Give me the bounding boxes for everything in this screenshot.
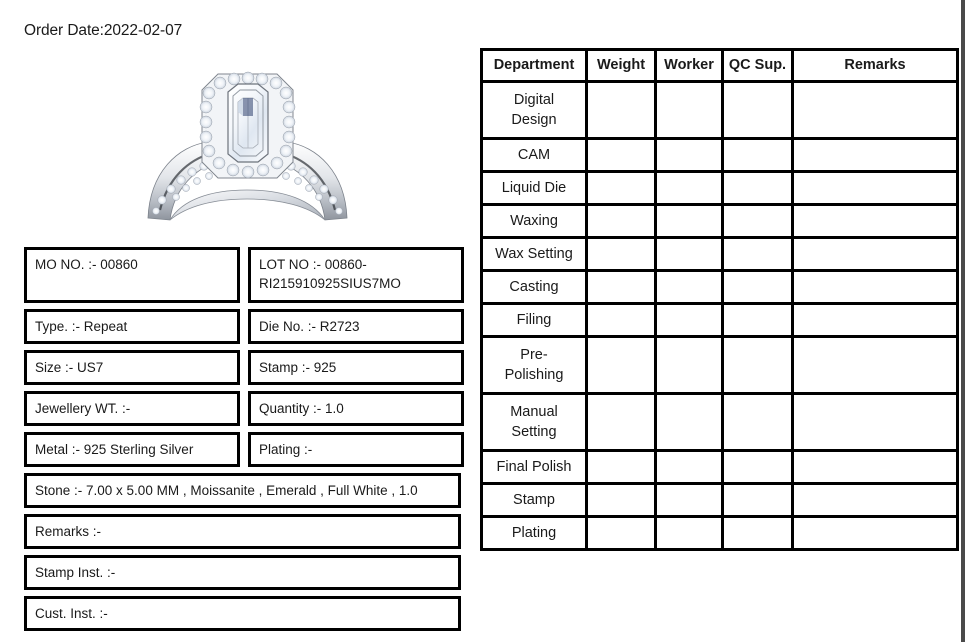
worker-cell[interactable] xyxy=(656,139,723,172)
detail-row xyxy=(24,473,464,508)
detail-row xyxy=(24,247,464,303)
table-row xyxy=(482,304,958,337)
department-name-cell: Liquid Die xyxy=(482,172,587,205)
weight-cell[interactable] xyxy=(587,238,656,271)
department-name-cell: Stamp xyxy=(482,484,587,517)
table-row xyxy=(482,484,958,517)
worker-cell[interactable] xyxy=(656,205,723,238)
lot-number-box: LOT NO :- 00860-RI215910925SIUS7MO xyxy=(248,247,464,303)
order-date-label: Order Date:2022-02-07 xyxy=(24,22,183,39)
weight-cell[interactable] xyxy=(587,394,656,451)
table-row xyxy=(482,271,958,304)
customer-instruction-box: Cust. Inst. :- xyxy=(24,596,461,631)
column-header-department: Department xyxy=(482,50,587,82)
order-details-panel xyxy=(24,247,464,637)
detail-row xyxy=(24,350,464,385)
weight-cell[interactable] xyxy=(587,139,656,172)
qc-sup-cell[interactable] xyxy=(723,238,793,271)
qc-sup-cell[interactable] xyxy=(723,172,793,205)
weight-cell[interactable] xyxy=(587,451,656,484)
table-row xyxy=(482,451,958,484)
table-row xyxy=(482,394,958,451)
remarks-cell[interactable] xyxy=(793,271,958,304)
table-row xyxy=(482,139,958,172)
die-number-box: Die No. :- R2723 xyxy=(248,309,464,344)
remarks-cell[interactable] xyxy=(793,82,958,139)
table-row xyxy=(482,238,958,271)
qc-sup-cell[interactable] xyxy=(723,337,793,394)
remarks-cell[interactable] xyxy=(793,172,958,205)
worker-cell[interactable] xyxy=(656,238,723,271)
remarks-cell[interactable] xyxy=(793,337,958,394)
qc-sup-cell[interactable] xyxy=(723,205,793,238)
weight-cell[interactable] xyxy=(587,304,656,337)
quantity-box: Quantity :- 1.0 xyxy=(248,391,464,426)
department-name-cell: Plating xyxy=(482,517,587,550)
worker-cell[interactable] xyxy=(656,394,723,451)
qc-sup-cell[interactable] xyxy=(723,451,793,484)
table-header-row xyxy=(482,50,958,82)
weight-cell[interactable] xyxy=(587,484,656,517)
department-table-body xyxy=(482,82,958,550)
remarks-cell[interactable] xyxy=(793,238,958,271)
weight-cell[interactable] xyxy=(587,517,656,550)
weight-cell[interactable] xyxy=(587,82,656,139)
remarks-cell[interactable] xyxy=(793,484,958,517)
column-header-qc-sup: QC Sup. xyxy=(723,50,793,82)
remarks-cell[interactable] xyxy=(793,139,958,172)
worker-cell[interactable] xyxy=(656,304,723,337)
department-name-cell: Waxing xyxy=(482,205,587,238)
table-row xyxy=(482,337,958,394)
qc-sup-cell[interactable] xyxy=(723,517,793,550)
column-header-weight: Weight xyxy=(587,50,656,82)
size-box: Size :- US7 xyxy=(24,350,240,385)
remarks-cell[interactable] xyxy=(793,394,958,451)
remarks-cell[interactable] xyxy=(793,205,958,238)
department-name-cell: Wax Setting xyxy=(482,238,587,271)
weight-cell[interactable] xyxy=(587,337,656,394)
weight-cell[interactable] xyxy=(587,172,656,205)
worker-cell[interactable] xyxy=(656,451,723,484)
qc-sup-cell[interactable] xyxy=(723,82,793,139)
column-header-remarks: Remarks xyxy=(793,50,958,82)
worker-cell[interactable] xyxy=(656,517,723,550)
detail-row xyxy=(24,596,464,631)
remarks-cell[interactable] xyxy=(793,517,958,550)
type-box: Type. :- Repeat xyxy=(24,309,240,344)
worker-cell[interactable] xyxy=(656,82,723,139)
department-name-cell: Pre- Polishing xyxy=(482,337,587,394)
stamp-instruction-box: Stamp Inst. :- xyxy=(24,555,461,590)
detail-row xyxy=(24,555,464,590)
qc-sup-cell[interactable] xyxy=(723,139,793,172)
detail-row xyxy=(24,432,464,467)
department-name-cell: Manual Setting xyxy=(482,394,587,451)
worker-cell[interactable] xyxy=(656,271,723,304)
weight-cell[interactable] xyxy=(587,205,656,238)
plating-box: Plating :- xyxy=(248,432,464,467)
department-name-cell: Casting xyxy=(482,271,587,304)
metal-box: Metal :- 925 Sterling Silver xyxy=(24,432,240,467)
stone-box: Stone :- 7.00 x 5.00 MM , Moissanite , Emerald , Full White , 1.0 xyxy=(24,473,461,508)
department-name-cell: CAM xyxy=(482,139,587,172)
department-name-cell: Final Polish xyxy=(482,451,587,484)
table-row xyxy=(482,517,958,550)
qc-sup-cell[interactable] xyxy=(723,304,793,337)
worker-cell[interactable] xyxy=(656,484,723,517)
jewellery-weight-box: Jewellery WT. :- xyxy=(24,391,240,426)
column-header-worker: Worker xyxy=(656,50,723,82)
weight-cell[interactable] xyxy=(587,271,656,304)
remarks-box: Remarks :- xyxy=(24,514,461,549)
detail-row xyxy=(24,309,464,344)
department-name-cell: Filing xyxy=(482,304,587,337)
worker-cell[interactable] xyxy=(656,172,723,205)
remarks-cell[interactable] xyxy=(793,304,958,337)
department-table-container xyxy=(480,48,956,551)
detail-row xyxy=(24,391,464,426)
department-process-table xyxy=(480,48,959,551)
qc-sup-cell[interactable] xyxy=(723,484,793,517)
ring-product-image xyxy=(130,50,365,230)
table-row xyxy=(482,172,958,205)
qc-sup-cell[interactable] xyxy=(723,271,793,304)
qc-sup-cell[interactable] xyxy=(723,394,793,451)
mo-number-box: MO NO. :- 00860 xyxy=(24,247,240,303)
department-name-cell: Digital Design xyxy=(482,82,587,139)
table-row xyxy=(482,205,958,238)
table-row xyxy=(482,82,958,139)
remarks-cell[interactable] xyxy=(793,451,958,484)
stamp-box: Stamp :- 925 xyxy=(248,350,464,385)
worker-cell[interactable] xyxy=(656,337,723,394)
detail-row xyxy=(24,514,464,549)
